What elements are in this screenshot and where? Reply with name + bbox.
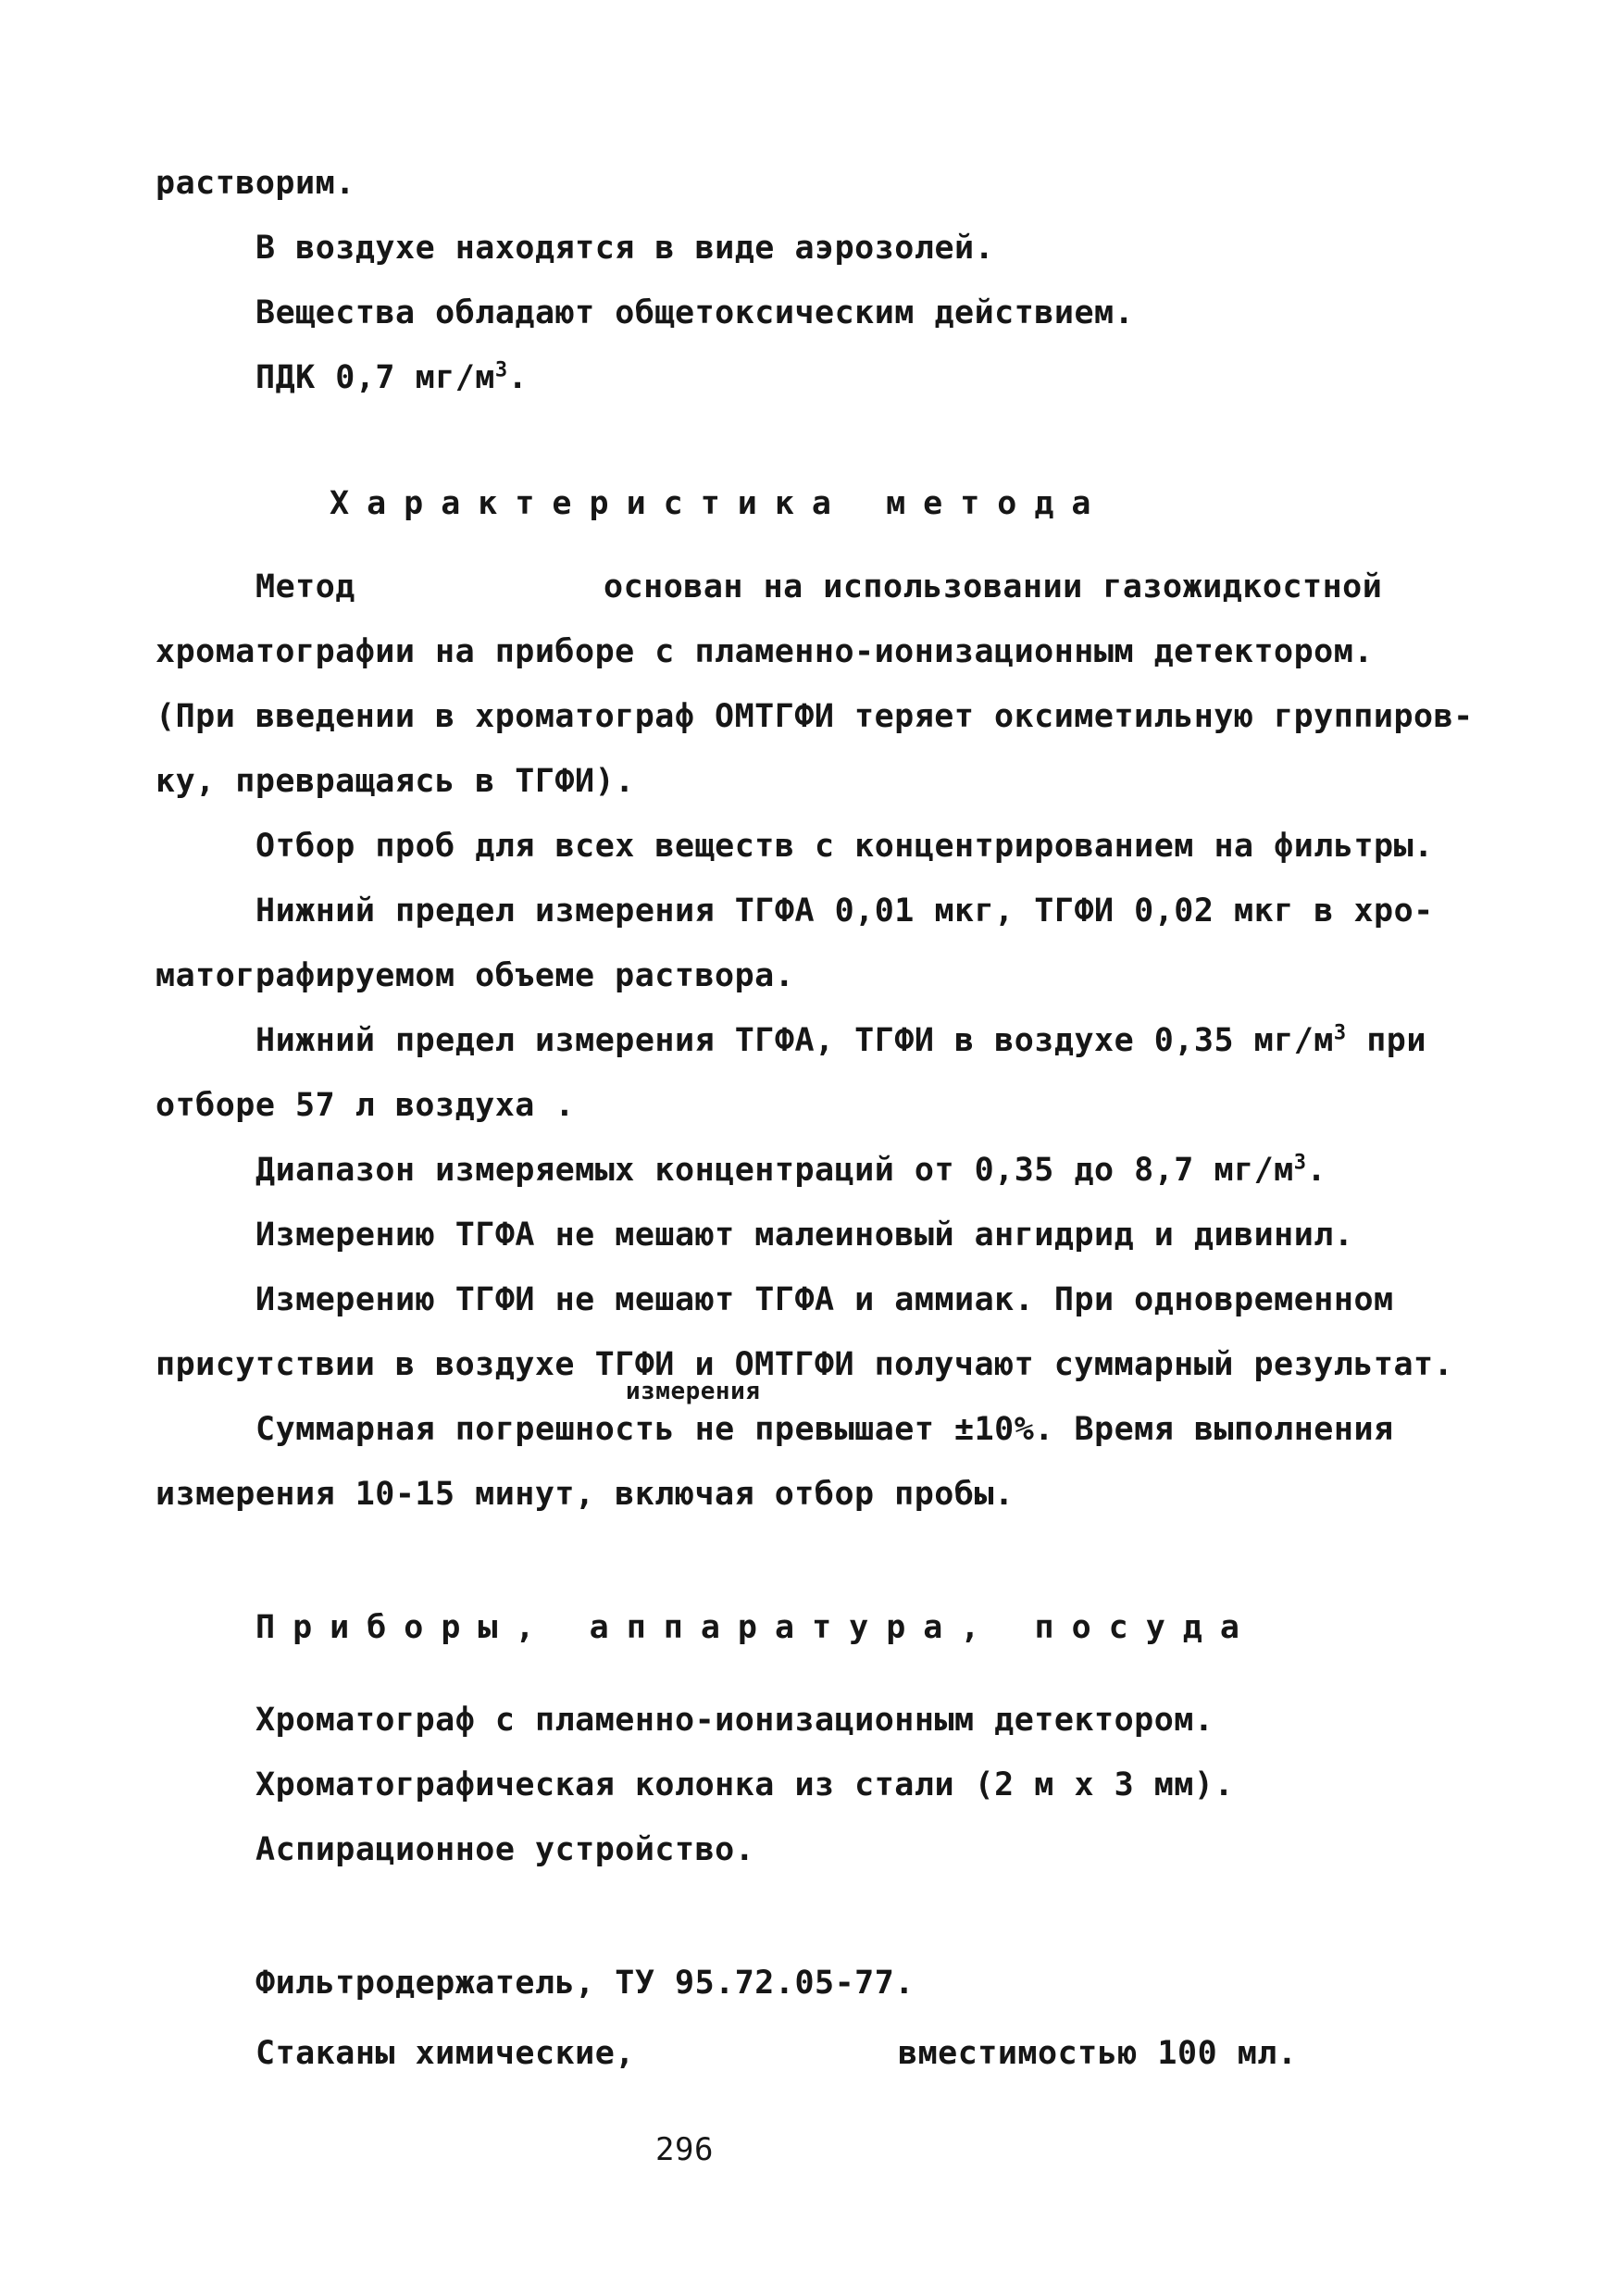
text-span: при [1346,1022,1426,1059]
list-item: Хроматографическая колонка из стали (2 м х 3 мм). [255,1766,1235,1803]
text-line [255,1150,1326,1191]
list-item: Фильтродержатель, ТУ 95.72.05-77. [255,1965,915,2002]
text-line: Измерению ТГФИ не мешают ТГФА и аммиак. При одновременном [255,1281,1394,1318]
list-item: Аспирационное устройство. [255,1831,755,1868]
punctuation: . [507,359,529,396]
list-item: Стаканы химические, [255,2035,635,2072]
text-line: хроматографии на приборе с пламенно-ионизационным детектором. [156,633,1374,670]
text-line: ку, превращаясь в ТГФИ). [156,763,635,800]
text-line: Метод [255,568,355,605]
text-line: Отбор проб для всех веществ с концентрированием на фильтры. [255,828,1434,865]
list-item: Хроматограф с пламенно-ионизационным детектором. [255,1702,1214,1739]
section-heading-method: Характеристика метода [330,485,1109,522]
text-line: Вещества обладают общетоксическим действием. [255,294,1135,331]
superscript: 3 [1293,1151,1307,1175]
text-span: Нижний предел измерения ТГФА, ТГФИ в воздухе 0,35 мг/м [255,1022,1334,1059]
text-line: присутствии в воздухе ТГФИ и ОМТГФИ получают суммарный результат. [156,1346,1454,1383]
text-line: отборе 57 л воздуха . [156,1087,576,1124]
text-line [255,1020,1426,1061]
text-line: основан на использовании газожидкостной [604,568,1383,605]
superscript: 3 [1333,1021,1347,1045]
list-item: вместимостью 100 мл. [898,2035,1298,2072]
section-heading-equipment: Приборы, аппаратура, посуда [255,1609,1257,1646]
text-line: (При введении в хроматограф ОМТГФИ теряет оксиметильную группиров- [156,698,1474,735]
text-line: растворим. [156,165,355,202]
text-line [255,357,528,398]
pdk-text: ПДК 0,7 мг/м [255,359,495,396]
text-line: Нижний предел измерения ТГФА 0,01 мкг, ТГФИ 0,02 мкг в хро- [255,892,1434,930]
superscript: 3 [494,358,508,382]
punctuation: . [1306,1152,1327,1189]
page-number: 296 [655,2131,714,2168]
handwritten-insert: измерения [626,1378,761,1405]
text-line: Суммарная погрешность не превышает ±10%. Время выполнения [255,1411,1394,1448]
text-line: Измерению ТГФА не мешают малеиновый ангидрид и дивинил. [255,1217,1354,1254]
text-line: измерения 10-15 минут, включая отбор пробы. [156,1476,1015,1513]
text-span: Диапазон измеряемых концентраций от 0,35 до 8,7 мг/м [255,1152,1294,1189]
text-line: В воздухе находятся в виде аэрозолей. [255,230,995,267]
text-line: матографируемом объеме раствора. [156,957,795,994]
